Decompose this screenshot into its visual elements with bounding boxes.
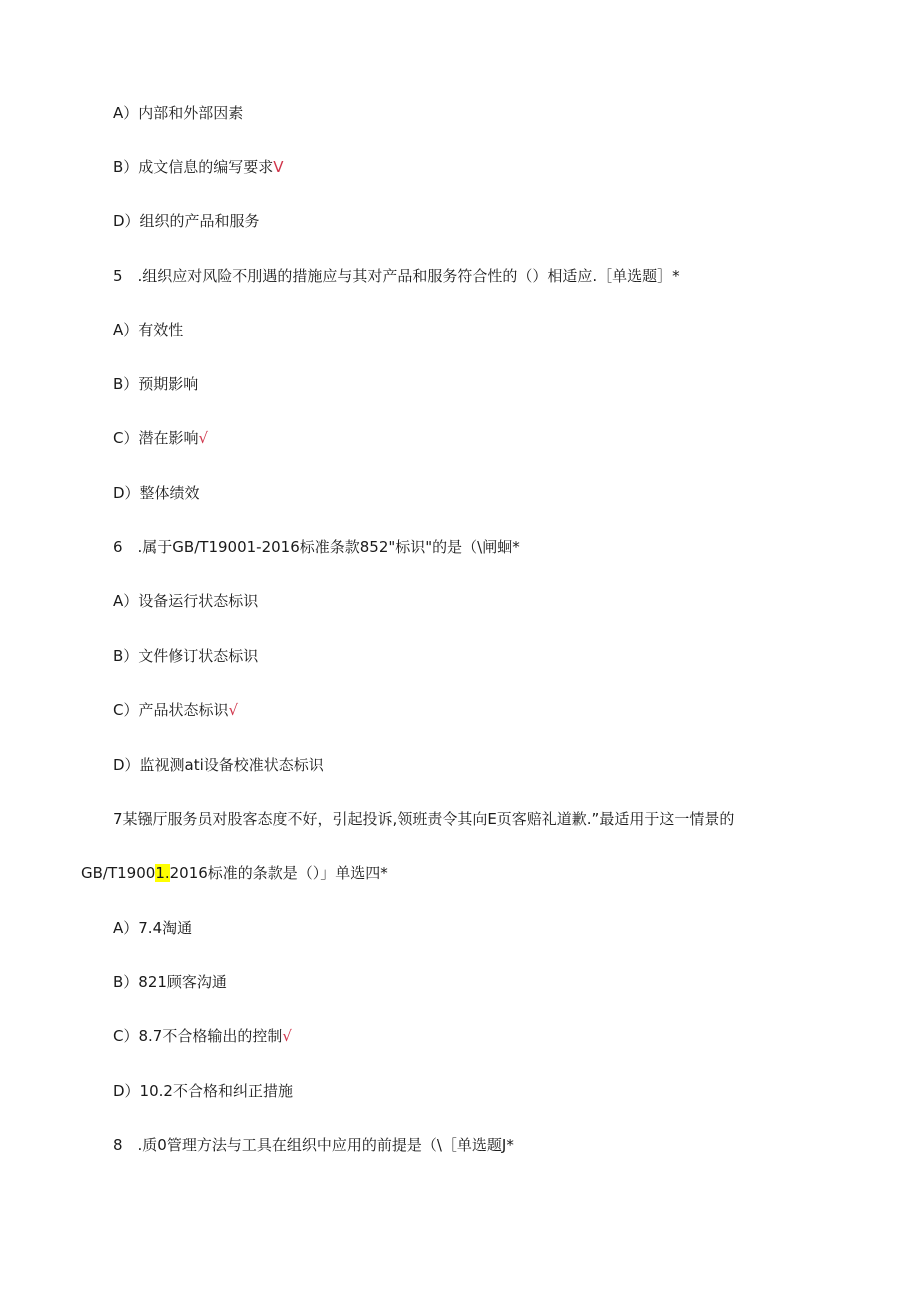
q6-option-a: A）设备运行状态标识	[113, 592, 259, 610]
q5-option-a: A）有效性	[113, 321, 184, 339]
q7-option-b: B）821顾客沟通	[113, 973, 227, 991]
question-7: 7某镪厅服务员对股客态度不好，引起投诉,领班责令其向E页客赔礼道歉.”最适用于这一情景的	[113, 810, 735, 828]
q6-option-b: B）文件修订状态标识	[113, 647, 259, 665]
q5-option-c: C）潜在影响√	[113, 429, 209, 447]
option-d-products-services: D）组织的产品和服务	[113, 212, 260, 230]
question-8: 8 .质0管理方法与工具在组织中应用的前提是（\［单选题J*	[113, 1136, 514, 1154]
q5-option-d: D）整体绩效	[113, 484, 200, 502]
q6-option-d: D）监视测ati设备校准状态标识	[113, 756, 324, 774]
q5-option-b: B）预期影响	[113, 375, 199, 393]
highlighted-text: 1.	[155, 864, 170, 882]
answer-mark: √	[198, 429, 209, 447]
question-5: 5 .组织应对风险不刖遇的措施应与其对产品和服务符合性的（）相适应.［单选题］*	[113, 267, 680, 285]
option-b-documented-info: B）成文信息的编写要求V	[113, 158, 284, 176]
answer-mark: √	[228, 701, 239, 719]
answer-mark: V	[273, 158, 284, 176]
question-6: 6 .属于GB/T19001-2016标准条款852"标识"的是（\闸蛔*	[113, 538, 520, 556]
question-7-continued: GB/T19001.2016标准的条款是（）」单选四*	[81, 864, 388, 882]
option-a-internal-external-factors: A）内部和外部因素	[113, 104, 244, 122]
q6-option-c: C）产品状态标识√	[113, 701, 239, 719]
q7-option-d: D）10.2不合格和纠正措施	[113, 1082, 293, 1100]
q7-option-c: C）8.7不合格输出的控制√	[113, 1027, 292, 1045]
q7-option-a: A）7.4淘通	[113, 919, 193, 937]
answer-mark: √	[282, 1027, 292, 1045]
